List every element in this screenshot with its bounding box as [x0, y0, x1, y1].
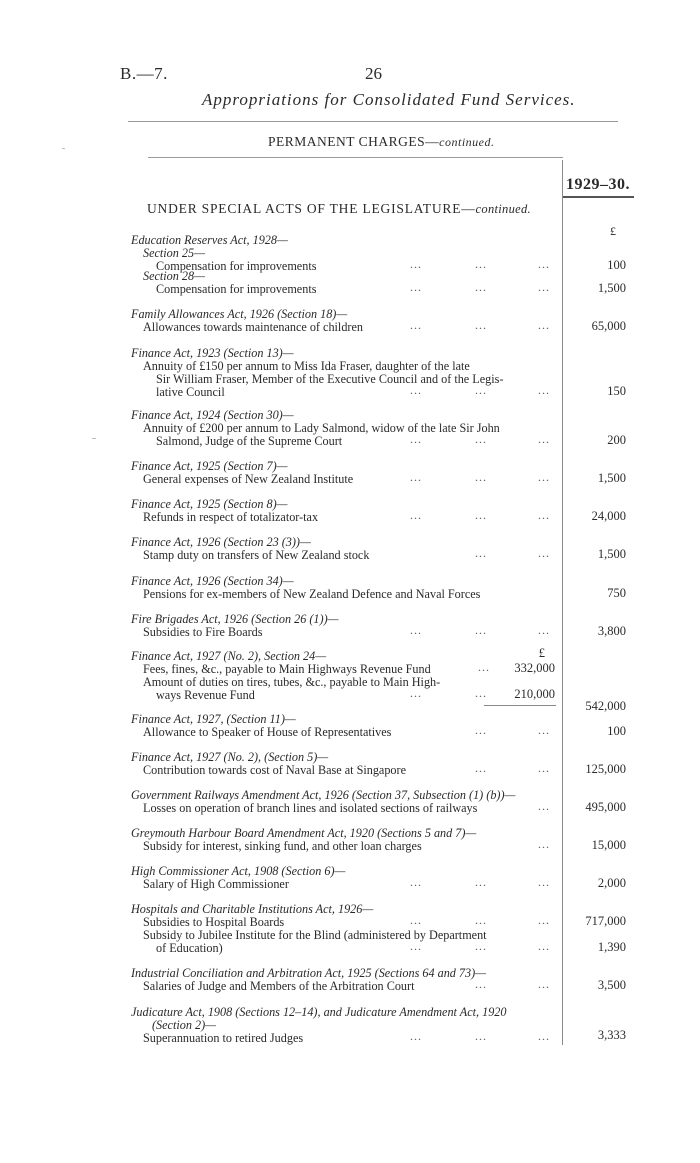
- leader-dots: ...: [538, 546, 550, 560]
- leader-dots: ...: [538, 799, 550, 813]
- amount: 1,500: [597, 281, 626, 295]
- leader-dots: ...: [475, 318, 487, 332]
- leader-dots: ...: [538, 318, 550, 332]
- subsection-heading: Section 28—: [143, 269, 205, 283]
- amount: 15,000: [591, 838, 626, 852]
- act-heading-continued: (Section 2)—: [152, 1018, 216, 1032]
- item-text: Subsidy to Jubilee Institute for the Blind (administered by Department: [143, 928, 487, 942]
- leader-dots: ...: [410, 623, 422, 637]
- leader-dots: ...: [475, 875, 487, 889]
- leader-dots: ...: [475, 977, 487, 991]
- act-heading: Finance Act, 1924 (Section 30)—: [131, 408, 294, 422]
- leader-dots: ...: [410, 318, 422, 332]
- amount: 3,333: [597, 1028, 626, 1042]
- section-heading: UNDER SPECIAL ACTS OF THE LEGISLATURE—continued.: [147, 201, 531, 216]
- leader-dots: ...: [538, 432, 550, 446]
- amount: 150: [607, 384, 626, 398]
- leader-dots: ...: [475, 470, 487, 484]
- act-heading: Industrial Conciliation and Arbitration Act, 1925 (Sections 64 and 73)—: [131, 966, 487, 980]
- item-text: Annuity of £200 per annum to Lady Salmond, widow of the late Sir John: [143, 421, 500, 435]
- leader-dots: ...: [538, 470, 550, 484]
- amount: 717,000: [585, 914, 626, 928]
- leader-dots: ...: [538, 1029, 550, 1043]
- leader-dots: ...: [538, 723, 550, 737]
- item-text: Subsidies to Hospital Boards: [143, 915, 285, 929]
- item-text: Fees, fines, &c., payable to Main Highways Revenue Fund: [143, 662, 431, 676]
- item-text: Allowance to Speaker of House of Representatives: [143, 725, 392, 739]
- act-heading: Finance Act, 1927 (No. 2), Section 24—: [131, 649, 327, 663]
- item-text: lative Council: [156, 385, 225, 399]
- leader-dots: ...: [475, 280, 487, 294]
- leader-dots: ...: [475, 761, 487, 775]
- leader-dots: ...: [410, 383, 422, 397]
- item-text: Compensation for improvements: [156, 259, 317, 273]
- act-heading: Judicature Act, 1908 (Sections 12–14), and Judicature Amendment Act, 1920: [131, 1005, 507, 1019]
- act-heading: Finance Act, 1927 (No. 2), (Section 5)—: [131, 750, 329, 764]
- leader-dots: ...: [538, 761, 550, 775]
- leader-dots: ...: [475, 508, 487, 522]
- amount: 1,390: [597, 940, 626, 954]
- page-number: 26: [365, 64, 382, 83]
- act-heading: Finance Act, 1927, (Section 11)—: [131, 712, 296, 726]
- item-text: General expenses of New Zealand Institute: [143, 472, 354, 486]
- leader-dots: ...: [475, 913, 487, 927]
- item-text: Subsidy for interest, sinking fund, and other loan charges: [143, 839, 422, 853]
- amount: 3,500: [597, 978, 626, 992]
- leader-dots: ...: [475, 257, 487, 271]
- item-text: Allowances towards maintenance of children: [143, 320, 363, 334]
- leader-dots: ...: [538, 977, 550, 991]
- amount: 24,000: [591, 509, 626, 523]
- leader-dots: ...: [538, 383, 550, 397]
- amount: 100: [607, 258, 626, 272]
- title-rule: [128, 121, 618, 122]
- leader-dots: ...: [410, 939, 422, 953]
- leader-dots: ...: [538, 939, 550, 953]
- item-text: of Education): [156, 941, 223, 955]
- page-reference: B.—7.: [120, 64, 168, 83]
- item-text: ways Revenue Fund: [156, 688, 255, 702]
- act-heading: Finance Act, 1926 (Section 23 (3))—: [131, 535, 311, 549]
- item-text: Compensation for improvements: [156, 282, 317, 296]
- act-heading: Finance Act, 1925 (Section 8)—: [131, 497, 288, 511]
- amount: 1,500: [597, 471, 626, 485]
- leader-dots: ...: [475, 686, 487, 700]
- subamount: 210,000: [514, 687, 555, 701]
- leader-dots: ...: [538, 875, 550, 889]
- year-column-header: 1929–30.: [566, 176, 630, 193]
- amount: 1,500: [597, 547, 626, 561]
- leader-dots: ...: [475, 546, 487, 560]
- item-text: Salaries of Judge and Members of the Arbitration Court: [143, 979, 415, 993]
- page-title: Appropriations for Consolidated Fund Services.: [202, 90, 576, 109]
- act-heading: Government Railways Amendment Act, 1926 (Section 37, Subsection (1) (b))—: [131, 788, 516, 802]
- amount: 125,000: [585, 762, 626, 776]
- leader-dots: ...: [410, 508, 422, 522]
- item-text: Superannuation to retired Judges: [143, 1031, 304, 1045]
- act-heading: Education Reserves Act, 1928—: [131, 233, 288, 247]
- act-heading: Finance Act, 1925 (Section 7)—: [131, 459, 288, 473]
- item-text: Stamp duty on transfers of New Zealand stock: [143, 548, 370, 562]
- margin-mark: [62, 148, 65, 149]
- item-text: Subsidies to Fire Boards: [143, 625, 263, 639]
- leader-dots: ...: [538, 508, 550, 522]
- item-text: Salary of High Commissioner: [143, 877, 289, 891]
- leader-dots: ...: [538, 280, 550, 294]
- act-heading: Greymouth Harbour Board Amendment Act, 1920 (Sections 5 and 7)—: [131, 826, 477, 840]
- leader-dots: ...: [478, 660, 490, 674]
- item-text: Annuity of £150 per annum to Miss Ida Fraser, daughter of the late: [143, 359, 470, 373]
- amount-total: 542,000: [585, 699, 626, 713]
- amount: 2,000: [597, 876, 626, 890]
- amount: 750: [607, 586, 626, 600]
- year-underline: [562, 196, 634, 198]
- item-text: Sir William Fraser, Member of the Executive Council and of the Legis-: [156, 372, 504, 386]
- header-rule-left: [148, 157, 563, 158]
- act-heading: Finance Act, 1923 (Section 13)—: [131, 346, 294, 360]
- amount: 495,000: [585, 800, 626, 814]
- amount: 65,000: [591, 319, 626, 333]
- amount: 100: [607, 724, 626, 738]
- item-text: Contribution towards cost of Naval Base at Singapore: [143, 763, 406, 777]
- leader-dots: ...: [475, 939, 487, 953]
- subcolumn-currency: £: [538, 646, 545, 660]
- subamount: 332,000: [514, 661, 555, 675]
- act-heading: Fire Brigades Act, 1926 (Section 26 (1))—: [131, 612, 339, 626]
- leader-dots: ...: [538, 913, 550, 927]
- leader-dots: ...: [475, 723, 487, 737]
- act-heading: Family Allowances Act, 1926 (Section 18)—: [131, 307, 348, 321]
- leader-dots: ...: [410, 875, 422, 889]
- act-heading: Finance Act, 1926 (Section 34)—: [131, 574, 294, 588]
- leader-dots: ...: [410, 913, 422, 927]
- act-heading: Hospitals and Charitable Institutions Act, 1926—: [131, 902, 374, 916]
- item-text: Salmond, Judge of the Supreme Court: [156, 434, 343, 448]
- currency-symbol: £: [610, 224, 616, 238]
- item-text: Refunds in respect of totalizator-tax: [143, 510, 319, 524]
- leader-dots: ...: [410, 686, 422, 700]
- leader-dots: ...: [410, 470, 422, 484]
- item-text: Amount of duties on tires, tubes, &c., payable to Main High-: [143, 675, 441, 689]
- leader-dots: ...: [410, 1029, 422, 1043]
- subsection-heading: Section 25—: [143, 246, 205, 260]
- item-text: Pensions for ex-members of New Zealand Defence and Naval Forces: [143, 587, 481, 601]
- item-text: Losses on operation of branch lines and isolated sections of railways: [143, 801, 478, 815]
- amount: 200: [607, 433, 626, 447]
- leader-dots: ...: [538, 257, 550, 271]
- act-heading: High Commissioner Act, 1908 (Section 6)—: [131, 864, 346, 878]
- amount: 3,800: [597, 624, 626, 638]
- leader-dots: ...: [538, 837, 550, 851]
- leader-dots: ...: [410, 257, 422, 271]
- leader-dots: ...: [475, 432, 487, 446]
- subtitle: PERMANENT CHARGES—continued.: [268, 134, 495, 149]
- leader-dots: ...: [475, 1029, 487, 1043]
- leader-dots: ...: [475, 623, 487, 637]
- leader-dots: ...: [475, 383, 487, 397]
- leader-dots: ...: [410, 432, 422, 446]
- leader-dots: ...: [538, 623, 550, 637]
- leader-dots: ...: [410, 280, 422, 294]
